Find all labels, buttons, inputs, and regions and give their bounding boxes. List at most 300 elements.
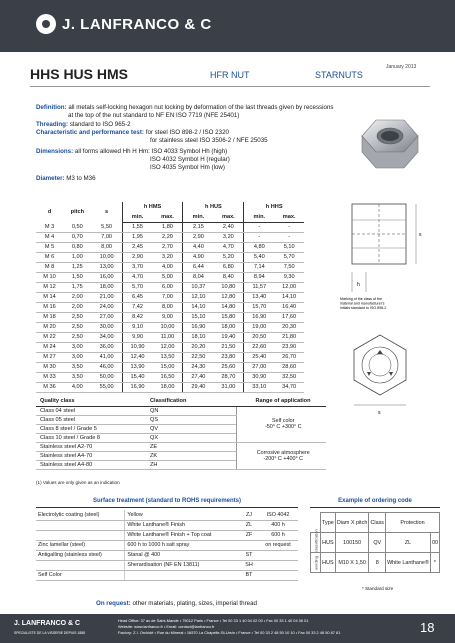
table-cell: 19,40 [213,332,243,342]
table-cell: 16,90 [122,382,152,392]
table-cell: M 20 [36,322,63,332]
table-cell: 30,00 [92,322,122,332]
table-row [36,352,304,362]
ord-cell: 8 [369,553,386,573]
table-cell: 8,94 [244,272,274,282]
surface-cell: ISO 4042 [258,510,298,520]
surface-cell: Antigalling (stainless steel) [36,550,125,560]
table-cell: 30,90 [244,372,274,382]
table-cell: 9,90 [122,332,152,342]
table-cell: - [274,232,304,242]
col-pitch: pitch [70,209,85,215]
table-cell: 25,40 [244,352,274,362]
table-cell: 0,50 [63,222,92,232]
table-cell: 18,10 [183,332,213,342]
quality-cell: Stainless steel A4-80 [36,460,146,469]
table-cell: 1,00 [63,252,92,262]
ord-cell: ZL [386,533,431,553]
table-cell: 50,00 [92,372,122,382]
surface-cell: Stanal @ 400 [125,550,240,560]
table-cell: 5,20 [213,252,243,262]
on-request-text: other materials, plating, sizes, imperial thread [132,600,257,607]
table-row [36,232,304,242]
table-row [36,560,298,570]
table-row [311,553,440,573]
surface-cell [258,550,298,560]
table-cell: 8,00 [153,302,183,312]
ordering-footnote: * Standard size [362,586,394,591]
table-cell: 8,40 [213,272,243,282]
table-cell: 12,10 [183,292,213,302]
surface-cell: ST [240,550,258,560]
nut-photo-image [352,108,428,178]
footer-address-line: Head Office: 37 av de Saint-Mandé • 75012 Paris • France • Tel 00 33 1 40 04 02 00 • Fax 00 33 1 40 04 06 01 [118,618,309,623]
table-cell: M 14 [36,292,63,302]
table-cell: 11,57 [244,282,274,292]
side-label: classification [311,533,321,553]
surface-cell [36,530,125,540]
table-cell: 9,00 [153,312,183,322]
table-cell: 6,00 [153,282,183,292]
table-cell: 15,10 [183,312,213,322]
table-cell: M 27 [36,352,63,362]
table-row [36,520,298,530]
table-cell: 16,50 [153,372,183,382]
table-cell: 16,40 [274,302,304,312]
definition-text: all metals self-locking hexagon nut locking by deformation of the last threads given by recessions [68,104,334,111]
table-cell: 0,80 [63,242,92,252]
table-cell: 7,42 [122,302,152,312]
col-d: d [47,209,52,215]
table-cell: 3,00 [63,342,92,352]
table-row [36,322,304,332]
table-row [36,510,298,520]
table-cell: 3,50 [63,372,92,382]
table-cell: 9,30 [274,272,304,282]
surface-cell: Zinc lamellar (steel) [36,540,125,550]
surface-cell: BT [240,570,258,580]
table-cell: 16,00 [92,272,122,282]
table-cell: 2,20 [153,232,183,242]
marking-note: Marking of the class of the material and manufacturer's initials standard to ISO 898-2 [340,297,387,310]
ord-cell: 100150 [335,533,369,553]
surface-cell: White Lanthane® Finish + Top coat [125,530,240,540]
table-row [36,332,304,342]
table-cell: 8,00 [92,242,122,252]
table-cell: M 6 [36,252,63,262]
title-row [30,64,430,86]
surface-title: Surface treatment (standard to ROHS requirements) [36,498,298,508]
table-cell: 23,90 [274,342,304,352]
group-hms: h HMS [122,202,183,212]
quality-cell: Stainless steel A2-70 [36,442,146,451]
table-cell: 18,00 [92,282,122,292]
table-cell: 12,00 [153,342,183,352]
table-cell: 2,50 [63,312,92,322]
title-divider [30,86,430,87]
dimensions-text: all forms allowed Hh H Hm: ISO 4033 Symbol Hh (high) [74,148,228,155]
surface-cell: 400 h [258,520,298,530]
table-cell: 10,00 [92,252,122,262]
table-cell: 15,80 [213,312,243,322]
table-cell: 18,00 [213,322,243,332]
table-cell: 4,00 [63,382,92,392]
table-cell: 5,70 [122,282,152,292]
table-cell: 8,04 [183,272,213,282]
table-cell: 4,40 [183,242,213,252]
table-cell: 12,00 [274,282,304,292]
table-row [311,533,440,553]
subcategory-label: STARNUTS [315,70,363,80]
characteristic-block [36,129,229,137]
ord-cell: * [430,553,439,573]
table-row [36,292,304,302]
table-cell: 4,90 [183,252,213,262]
surface-cell: White Lanthane® Finish [125,520,240,530]
table-cell: M 36 [36,382,63,392]
table-cell: M 4 [36,232,63,242]
table-cell: 4,00 [153,262,183,272]
surface-cell: Self Color [36,570,125,580]
table-cell: 15,70 [244,302,274,312]
class-cell: ZE [146,442,236,451]
table-cell: 2,00 [63,292,92,302]
gear-logo-icon [36,14,56,34]
table-cell: 13,90 [122,362,152,372]
class-cell: QS [146,415,236,424]
ord-cell: QV [369,533,386,553]
table-row [36,222,304,232]
table-cell: - [244,222,274,232]
table-cell: M 8 [36,262,63,272]
quality-cell: Class 8 steel / Grade 5 [36,424,146,433]
table-cell: 12,40 [122,352,152,362]
table-cell: 25,60 [213,362,243,372]
quality-cell: Class 10 steel / Grade 8 [36,433,146,442]
surface-cell: 600 h [258,530,298,540]
quality-footnote: (1) Values are only given as an indication [36,480,120,485]
footer-tagline: SPECIALISTE DE LA VISSERIE DEPUIS 1888 [14,631,86,635]
col-quality: Quality class [36,396,146,406]
table-row [36,362,304,372]
table-row [36,262,304,272]
table-cell: 22,50 [183,352,213,362]
table-row [36,272,304,282]
table-cell: - [244,232,274,242]
table-cell: 11,00 [153,332,183,342]
threading-block [36,121,131,129]
quality-cell: Stainless steel A4-70 [36,451,146,460]
quality-table [36,396,326,470]
table-cell: 20,30 [274,322,304,332]
col-max: max. [213,212,243,222]
table-cell: 26,70 [274,352,304,362]
ord-cell: White Lanthane® [386,553,431,573]
range-text: Self color [272,418,295,424]
surface-cell [125,570,240,580]
table-cell: 5,10 [274,242,304,252]
footer-address-line: Factory: Z.I. Orchidé • Rue du Minerai • 16570 La Chapelle-St-Ursin • France • Tel 00 33 2 48 50 10 10 • Fax 00 33 2 48 50 87 81 [118,630,341,635]
ord-cell: M10 X 1,50 [335,553,369,573]
table-cell: 3,20 [153,252,183,262]
table-cell: 10,00 [153,322,183,332]
col-range: Range of application [236,396,326,406]
table-cell: 34,00 [92,332,122,342]
col-protection: Protection [386,513,440,533]
ord-cell: 00 [430,533,439,553]
table-cell: 20,50 [244,332,274,342]
table-row [36,530,298,540]
range-text: Corrosive atmosphere [256,449,310,456]
surface-cell [36,520,125,530]
table-cell: 34,70 [274,382,304,392]
surface-cell: ZJ [240,510,258,520]
table-cell: 28,60 [274,362,304,372]
table-cell: 2,90 [122,252,152,262]
drawing-label-s: s [378,410,381,416]
characteristic-label: Characteristic and performance test: [36,129,144,136]
table-cell: 4,80 [244,242,274,252]
table-cell: 6,44 [183,262,213,272]
on-request-label: On request: [96,600,131,607]
table-cell: 33,10 [244,382,274,392]
drawing-label-h: h [357,282,360,288]
table-cell: 36,00 [92,342,122,352]
table-cell: 0,70 [63,232,92,242]
table-cell: 3,20 [213,232,243,242]
table-row [36,372,304,382]
ordering-title: Example of ordering code [310,498,440,508]
table-cell: M 24 [36,342,63,352]
table-cell: 12,80 [213,292,243,302]
table-cell: 3,50 [63,362,92,372]
table-row [36,540,298,550]
table-cell: 16,90 [183,322,213,332]
footer-address [118,618,340,636]
date-label: January 2013 [386,64,417,70]
table-cell: 4,70 [122,272,152,282]
class-cell: QV [146,424,236,433]
table-row [36,570,298,580]
table-cell: 17,60 [274,312,304,322]
table-cell: M 22 [36,332,63,342]
table-cell: 32,50 [274,372,304,382]
threading-label: Threading: [36,121,68,128]
table-cell: - [274,222,304,232]
table-cell: 2,00 [63,302,92,312]
table-cell: 6,45 [122,292,152,302]
surface-cell [258,560,298,570]
table-cell: 2,90 [183,232,213,242]
surface-cell: Sherardisation (NF EN 13811) [125,560,240,570]
table-cell: 1,75 [63,282,92,292]
table-cell: M 18 [36,312,63,322]
col-classification: Classification [146,396,236,406]
table-cell: 5,40 [244,252,274,262]
brand-logo [36,14,212,34]
drawing-label-s-top: s [419,232,422,238]
col-type: Type [321,513,336,533]
table-row [36,302,304,312]
col-class: Class [369,513,386,533]
table-cell: 2,45 [122,242,152,252]
characteristic-text: for steel ISO 898-2 / ISO 2320 [145,129,229,136]
table-cell: 55,00 [92,382,122,392]
table-cell: 2,15 [183,222,213,232]
table-cell: 14,10 [183,302,213,312]
surface-cell [258,570,298,580]
table-cell: 19,00 [244,322,274,332]
surface-cell [36,560,125,570]
table-row [36,550,298,560]
table-cell: 21,00 [92,292,122,302]
class-cell: QX [146,433,236,442]
ord-cell: HUS [321,533,336,553]
table-cell: 6,80 [213,262,243,272]
table-cell: M 12 [36,282,63,292]
table-cell: 1,80 [153,222,183,232]
brand-name: J. LANFRANCO & C [62,15,212,33]
col-max: max. [153,212,183,222]
definition-text-2: at the top of the nut standard to NF EN ISO 7719 (NFE 25401) [68,112,240,119]
table-cell: 18,00 [153,382,183,392]
table-cell: 22,60 [244,342,274,352]
table-cell: 8,42 [122,312,152,322]
table-cell: 13,50 [153,352,183,362]
col-min: min. [122,212,152,222]
table-cell: 41,00 [92,352,122,362]
range-temp: -200° C +400° C [263,455,304,462]
dimensions-block [36,148,227,156]
footer-address-line: Website: www.lanfranco.fr • Email: contact@lanfranco.fr [118,624,215,629]
table-cell: 21,80 [274,332,304,342]
col-min: min. [183,212,213,222]
diameter-label: Diameter: [36,175,65,182]
surface-cell: ZF [240,530,258,540]
class-cell: ZH [146,460,236,469]
table-cell: 9,10 [122,322,152,332]
dimensions-label: Dimensions: [36,148,74,155]
table-cell: 1,95 [122,232,152,242]
table-cell: 27,00 [244,362,274,372]
table-cell: 10,80 [213,282,243,292]
table-row [36,342,304,352]
table-row [36,442,326,451]
table-cell: 1,25 [63,262,92,272]
table-cell: 14,10 [274,292,304,302]
class-cell: ZK [146,451,236,460]
table-row [36,282,304,292]
dimensions-table [36,202,304,393]
table-cell: 10,90 [122,342,152,352]
ord-cell: HUS [321,553,336,573]
surface-cell: on request [258,540,298,550]
table-row [36,242,304,252]
table-cell: 2,70 [153,242,183,252]
table-cell: M 3 [36,222,63,232]
table-cell: 5,00 [153,272,183,282]
table-cell: 10,37 [183,282,213,292]
footer-bar [0,614,455,643]
table-cell: 20,20 [183,342,213,352]
table-cell: 3,00 [63,352,92,362]
table-row [36,252,304,262]
col-min: min. [244,212,274,222]
table-cell: M 16 [36,302,63,312]
table-cell: 16,90 [244,312,274,322]
diameter-block [36,175,96,183]
nut-drawing [322,200,438,430]
table-row [36,382,304,392]
table-cell: 1,55 [122,222,152,232]
threading-text: standard to ISO 965-2 [69,121,131,128]
table-cell: 29,40 [183,382,213,392]
table-row [36,312,304,322]
col-diam: Diam X pitch [335,513,369,533]
table-cell: 7,00 [153,292,183,302]
table-cell: 5,50 [92,222,122,232]
surface-cell: ZL [240,520,258,530]
range-temp: -50° C +300° C [264,424,302,430]
table-cell: 14,80 [213,302,243,312]
table-cell: 13,00 [92,262,122,272]
table-cell: 24,00 [92,302,122,312]
dimensions-text-2: ISO 4032 Symbol H (regular) [150,156,230,163]
on-request-line [96,600,257,607]
characteristic-text-2: for stainless steel ISO 3506-2 / NFE 25035 [150,137,268,144]
surface-table [36,510,298,581]
table-cell: M 30 [36,362,63,372]
range-corrosive [236,442,326,469]
quality-cell: Class 04 steel [36,406,146,415]
header-bar [0,0,455,52]
col-max: max. [274,212,304,222]
diameter-text: M3 to M36 [66,175,96,182]
table-cell: 5,70 [274,252,304,262]
surface-cell: SH [240,560,258,570]
table-cell: 24,30 [183,362,213,372]
page-number: 18 [420,620,435,635]
table-cell: 2,40 [213,222,243,232]
table-cell: 23,80 [213,352,243,362]
table-cell: 2,50 [63,322,92,332]
range-self-color [236,406,326,442]
table-cell: 27,40 [183,372,213,382]
definition-label: Definition: [36,104,67,111]
ordering-table [310,512,440,573]
table-cell: 13,40 [244,292,274,302]
group-hus: h HUS [183,202,244,212]
table-cell: 15,00 [153,362,183,372]
definition-block [36,104,334,112]
surface-cell: Yellow [125,510,240,520]
table-cell: 7,00 [92,232,122,242]
table-cell: 3,70 [122,262,152,272]
table-cell: M 33 [36,372,63,382]
table-cell: M 10 [36,272,63,282]
quality-cell: Class 05 steel [36,415,146,424]
category-label: HFR NUT [210,70,250,80]
table-cell: 4,70 [213,242,243,252]
side-label: wording [311,553,321,573]
table-cell: 2,50 [63,332,92,342]
table-cell: 15,40 [122,372,152,382]
group-hhs: h HHS [244,202,304,212]
col-s: s [105,209,109,215]
table-row [36,406,326,415]
table-cell: 7,14 [244,262,274,272]
footer-logo: J. LANFRANCO & C [14,620,81,627]
